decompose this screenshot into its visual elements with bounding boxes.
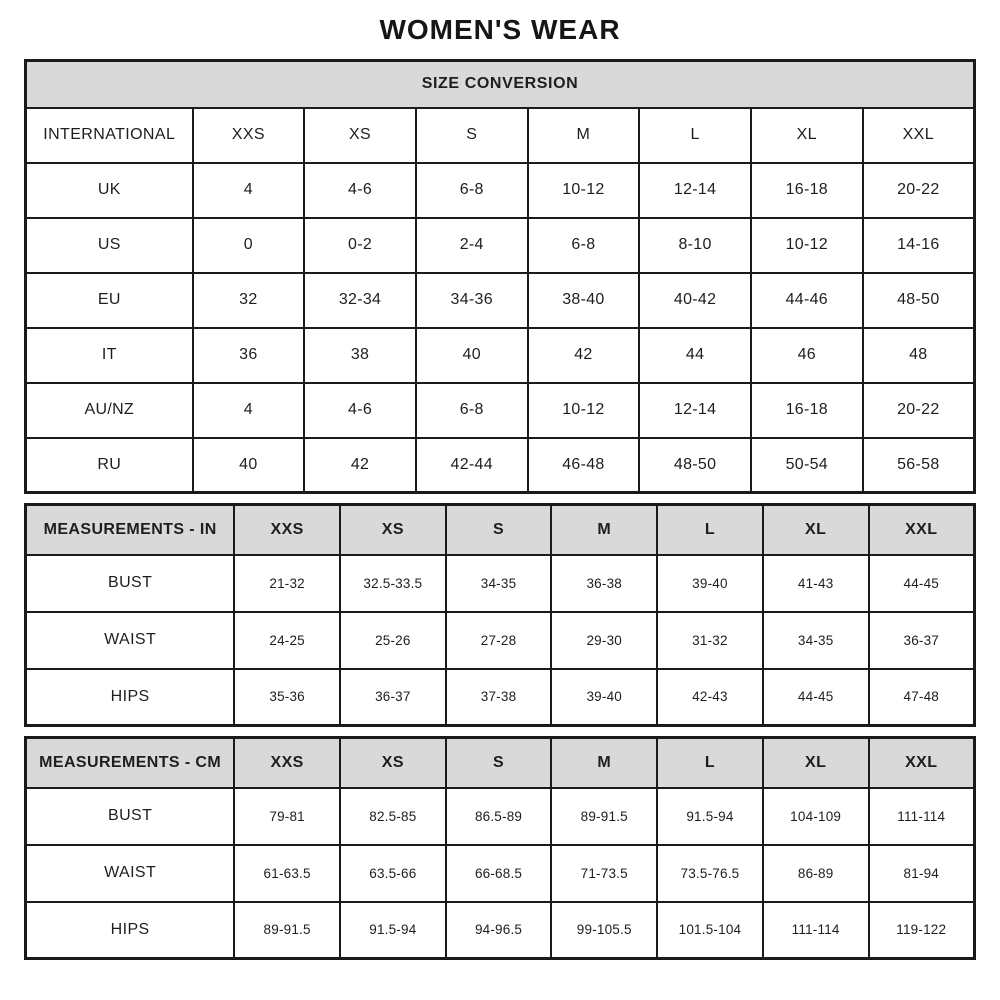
size-cell: 0-2 (304, 218, 416, 273)
measurement-cell: 39-40 (657, 555, 763, 612)
size-cell: 6-8 (416, 383, 528, 438)
size-cell: 16-18 (751, 163, 863, 218)
measurements-in-row (26, 555, 975, 612)
row-label: WAIST (26, 845, 235, 902)
measurement-cell: 86-89 (763, 845, 869, 902)
size-cell: 14-16 (863, 218, 975, 273)
column-header-s: S (446, 738, 552, 788)
size-cell: 4-6 (304, 163, 416, 218)
measurement-cell: 81-94 (869, 845, 975, 902)
size-cell: 44-46 (751, 273, 863, 328)
measurement-cell: 66-68.5 (446, 845, 552, 902)
row-label: BUST (26, 555, 235, 612)
column-header-xxl: XXL (869, 738, 975, 788)
measurement-cell: 36-37 (869, 612, 975, 669)
size-cell: 46-48 (528, 438, 640, 493)
measurement-cell: 94-96.5 (446, 902, 552, 959)
size-conversion-row (26, 218, 975, 273)
row-label: US (26, 218, 193, 273)
size-cell: 42-44 (416, 438, 528, 493)
measurements-cm-header-row (26, 738, 975, 788)
measurement-cell: 79-81 (234, 788, 340, 845)
measurement-cell: 34-35 (446, 555, 552, 612)
column-header-xs: XS (340, 738, 446, 788)
size-cell: 20-22 (863, 163, 975, 218)
measurement-cell: 39-40 (551, 669, 657, 726)
column-header-xxs: XXS (193, 108, 305, 163)
measurement-cell: 104-109 (763, 788, 869, 845)
measurement-cell: 86.5-89 (446, 788, 552, 845)
column-header-l: L (639, 108, 751, 163)
measurement-cell: 34-35 (763, 612, 869, 669)
row-label: BUST (26, 788, 235, 845)
column-header-l: L (657, 505, 763, 555)
measurement-cell: 63.5-66 (340, 845, 446, 902)
measurement-cell: 36-37 (340, 669, 446, 726)
size-cell: 10-12 (528, 383, 640, 438)
size-cell: 4-6 (304, 383, 416, 438)
measurement-cell: 89-91.5 (234, 902, 340, 959)
column-header-xl: XL (763, 738, 869, 788)
size-cell: 42 (304, 438, 416, 493)
column-header-xxl: XXL (863, 108, 975, 163)
measurement-cell: 61-63.5 (234, 845, 340, 902)
measurement-cell: 36-38 (551, 555, 657, 612)
measurement-cell: 89-91.5 (551, 788, 657, 845)
size-cell: 48-50 (639, 438, 751, 493)
measurements-cm-table (24, 736, 976, 960)
size-cell: 8-10 (639, 218, 751, 273)
measurement-cell: 111-114 (869, 788, 975, 845)
size-conversion-title: SIZE CONVERSION (26, 61, 975, 108)
size-cell: 38-40 (528, 273, 640, 328)
measurements-in-table (24, 503, 976, 727)
measurements-in-row (26, 612, 975, 669)
size-cell: 40 (416, 328, 528, 383)
size-conversion-row (26, 163, 975, 218)
size-cell: 42 (528, 328, 640, 383)
measurements-in-title: MEASUREMENTS - IN (26, 505, 235, 555)
row-label: WAIST (26, 612, 235, 669)
row-label: HIPS (26, 669, 235, 726)
column-header-l: L (657, 738, 763, 788)
measurement-cell: 42-43 (657, 669, 763, 726)
measurement-cell: 91.5-94 (340, 902, 446, 959)
page-title: WOMEN'S WEAR (379, 14, 621, 45)
size-cell: 12-14 (639, 383, 751, 438)
column-header-xs: XS (340, 505, 446, 555)
size-cell: 0 (193, 218, 305, 273)
size-conversion-row (26, 328, 975, 383)
measurements-cm-row (26, 845, 975, 902)
measurement-cell: 32.5-33.5 (340, 555, 446, 612)
column-header-s: S (416, 108, 528, 163)
size-cell: 10-12 (528, 163, 640, 218)
measurement-cell: 111-114 (763, 902, 869, 959)
row-label: UK (26, 163, 193, 218)
size-cell: 48-50 (863, 273, 975, 328)
size-cell: 34-36 (416, 273, 528, 328)
measurement-cell: 24-25 (234, 612, 340, 669)
size-conversion-banner-row (26, 61, 975, 108)
measurement-cell: 27-28 (446, 612, 552, 669)
column-header-s: S (446, 505, 552, 555)
measurement-cell: 35-36 (234, 669, 340, 726)
measurement-cell: 91.5-94 (657, 788, 763, 845)
size-cell: 4 (193, 163, 305, 218)
size-cell: 32 (193, 273, 305, 328)
measurements-in-header-row (26, 505, 975, 555)
size-cell: 48 (863, 328, 975, 383)
column-header-international: INTERNATIONAL (26, 108, 193, 163)
size-cell: 2-4 (416, 218, 528, 273)
measurement-cell: 31-32 (657, 612, 763, 669)
measurement-cell: 29-30 (551, 612, 657, 669)
measurements-cm-row (26, 788, 975, 845)
measurement-cell: 99-105.5 (551, 902, 657, 959)
row-label: HIPS (26, 902, 235, 959)
row-label: AU/NZ (26, 383, 193, 438)
measurement-cell: 21-32 (234, 555, 340, 612)
measurements-in-row (26, 669, 975, 726)
column-header-xl: XL (763, 505, 869, 555)
size-cell: 38 (304, 328, 416, 383)
column-header-m: M (528, 108, 640, 163)
measurement-cell: 47-48 (869, 669, 975, 726)
size-cell: 40-42 (639, 273, 751, 328)
size-conversion-row (26, 383, 975, 438)
size-cell: 16-18 (751, 383, 863, 438)
measurement-cell: 71-73.5 (551, 845, 657, 902)
column-header-xxs: XXS (234, 505, 340, 555)
size-cell: 6-8 (416, 163, 528, 218)
size-cell: 44 (639, 328, 751, 383)
size-conversion-header-row (26, 108, 975, 163)
size-cell: 6-8 (528, 218, 640, 273)
row-label: EU (26, 273, 193, 328)
size-cell: 36 (193, 328, 305, 383)
column-header-xs: XS (304, 108, 416, 163)
size-conversion-row (26, 438, 975, 493)
column-header-m: M (551, 505, 657, 555)
size-conversion-table (24, 59, 976, 494)
size-cell: 50-54 (751, 438, 863, 493)
measurement-cell: 44-45 (763, 669, 869, 726)
column-header-xl: XL (751, 108, 863, 163)
measurement-cell: 37-38 (446, 669, 552, 726)
size-cell: 32-34 (304, 273, 416, 328)
size-cell: 46 (751, 328, 863, 383)
size-conversion-row (26, 273, 975, 328)
measurements-cm-title: MEASUREMENTS - CM (26, 738, 235, 788)
measurement-cell: 25-26 (340, 612, 446, 669)
row-label: RU (26, 438, 193, 493)
measurement-cell: 41-43 (763, 555, 869, 612)
measurement-cell: 44-45 (869, 555, 975, 612)
size-cell: 20-22 (863, 383, 975, 438)
measurement-cell: 82.5-85 (340, 788, 446, 845)
size-guide-page (24, 0, 976, 960)
column-header-xxl: XXL (869, 505, 975, 555)
size-cell: 4 (193, 383, 305, 438)
column-header-xxs: XXS (234, 738, 340, 788)
measurement-cell: 73.5-76.5 (657, 845, 763, 902)
column-header-m: M (551, 738, 657, 788)
size-cell: 56-58 (863, 438, 975, 493)
measurements-cm-row (26, 902, 975, 959)
size-cell: 12-14 (639, 163, 751, 218)
measurement-cell: 119-122 (869, 902, 975, 959)
row-label: IT (26, 328, 193, 383)
measurement-cell: 101.5-104 (657, 902, 763, 959)
size-cell: 40 (193, 438, 305, 493)
size-cell: 10-12 (751, 218, 863, 273)
